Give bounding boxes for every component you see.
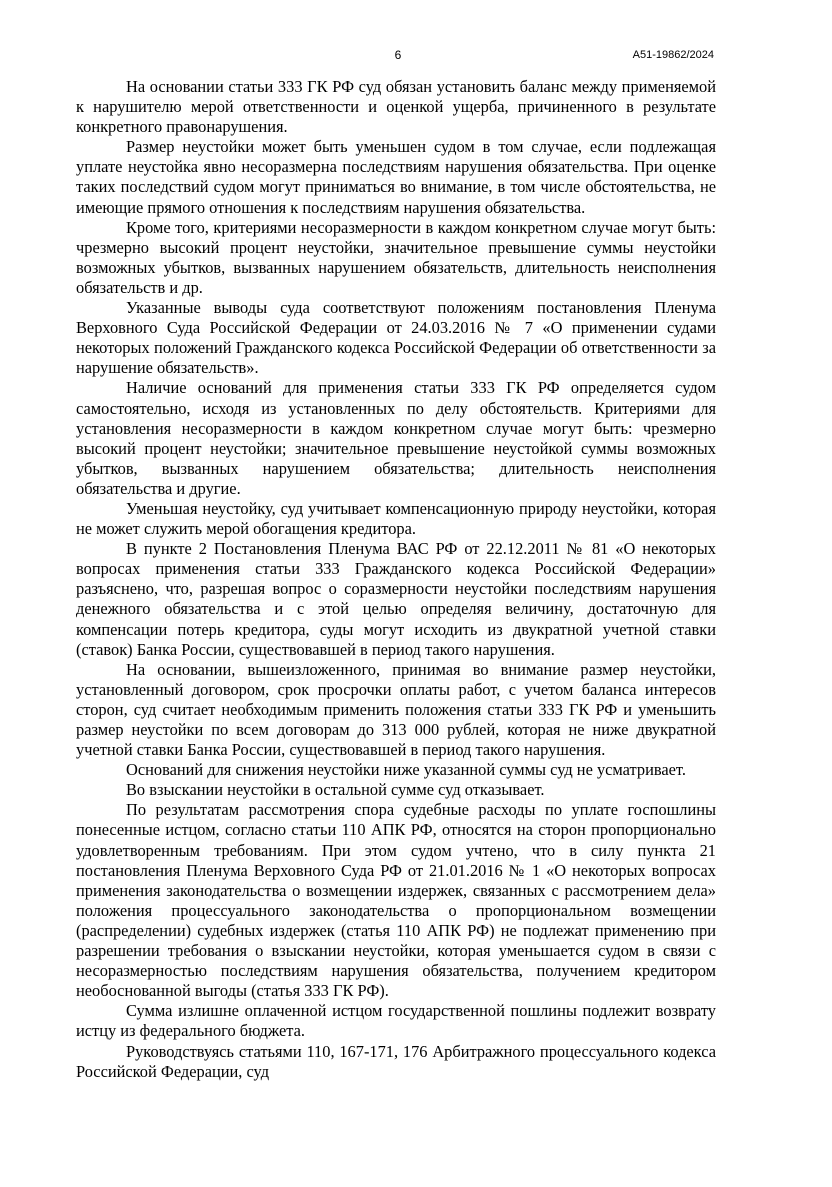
paragraph: На основании, вышеизложенного, принимая во внимание размер неустойки, установленный договором, срок просрочки оплаты работ, с учетом баланса интересов сторон, суд считает необходимым применить положения статьи 333 ГК РФ и уменьшить размер неустойки по всем договорам до 313 000 рублей, которая не ниже двукратной учетной ставки Банка России, существовавшей в период такого нарушения. [76, 659, 716, 760]
paragraph: На основании статьи 333 ГК РФ суд обязан установить баланс между применяемой к нарушителю мерой ответственности и оценкой ущерба, причиненного в результате конкретного правонарушения. [76, 77, 716, 137]
paragraph: Наличие оснований для применения статьи 333 ГК РФ определяется судом самостоятельно, исходя из установленных по делу обстоятельств. Критериями для установления несоразмерности в каждом конкретном случае могут быть: чрезмерно высокий процент неустойки; значительное превышение неустойкой суммы возможных убытков, вызванных нарушением обязательства; длительность неисполнения обязательства и другие. [76, 378, 716, 498]
paragraph: По результатам рассмотрения спора судебные расходы по уплате госпошлины понесенные истцом, согласно статьи 110 АПК РФ, относятся на сторон пропорционально удовлетворенным требованиям. При этом судом учтено, что в силу пункта 21 постановления Пленума Верховного Суда РФ от 21.01.2016 № 1 «О некоторых вопросах применения законодательства о возмещении издержек, связанных с рассмотрением дела» положения процессуального законодательства о пропорциональном возмещении (распределении) судебных издержек (статья 110 АПК РФ) не подлежат применению при разрешении требования о взыскании неустойки, которая уменьшается судом в связи с несоразмерностью последствиям нарушения обязательства, получением кредитором необоснованной выгоды (статья 333 ГК РФ). [76, 800, 716, 1001]
paragraph: В пункте 2 Постановления Пленума ВАС РФ от 22.12.2011 № 81 «О некоторых вопросах применения статьи 333 Гражданского кодекса Российской Федерации» разъяснено, что, разрешая вопрос о соразмерности неустойки последствиям нарушения денежного обязательства и с этой целью определяя величину, достаточную для компенсации потерь кредитора, суды могут исходить из двукратной учетной ставки (ставок) Банка России, существовавшей в период такого нарушения. [76, 539, 716, 659]
paragraph: Уменьшая неустойку, суд учитывает компенсационную природу неустойки, которая не может служить мерой обогащения кредитора. [76, 498, 716, 539]
paragraph: Руководствуясь статьями 110, 167-171, 176 Арбитражного процессуального кодекса Российской Федерации, суд [76, 1041, 716, 1081]
page-number: 6 [394, 48, 402, 62]
paragraph: Оснований для снижения неустойки ниже указанной суммы суд не усматривает. [126, 760, 686, 780]
paragraph: Указанные выводы суда соответствуют положениям постановления Пленума Верховного Суда Российской Федерации от 24.03.2016 № 7 «О применении судами некоторых положений Гражданского кодекса Российской Федерации об ответственности за нарушение обязательств». [76, 298, 716, 378]
case-number: А51-19862/2024 [632, 49, 714, 61]
paragraph: Размер неустойки может быть уменьшен судом в том случае, если подлежащая уплате неустойка явно несоразмерна последствиям нарушения обязательства. При оценке таких последствий судом могут приниматься во внимание, в том числе обстоятельства, не имеющие прямого отношения к последствиям нарушения обязательства. [76, 137, 716, 217]
paragraph: Кроме того, критериями несоразмерности в каждом конкретном случае могут быть: чрезмерно высокий процент неустойки, значительное превышение суммы неустойки возможных убытков, вызванных нарушением обязательств, длительность неисполнения обязательств и др. [76, 217, 716, 297]
paragraph: Во взыскании неустойки в остальной сумме суд отказывает. [126, 780, 545, 800]
paragraph: Сумма излишне оплаченной истцом государственной пошлины подлежит возврату истцу из федерального бюджета. [76, 1001, 716, 1041]
document-body [76, 77, 716, 1082]
